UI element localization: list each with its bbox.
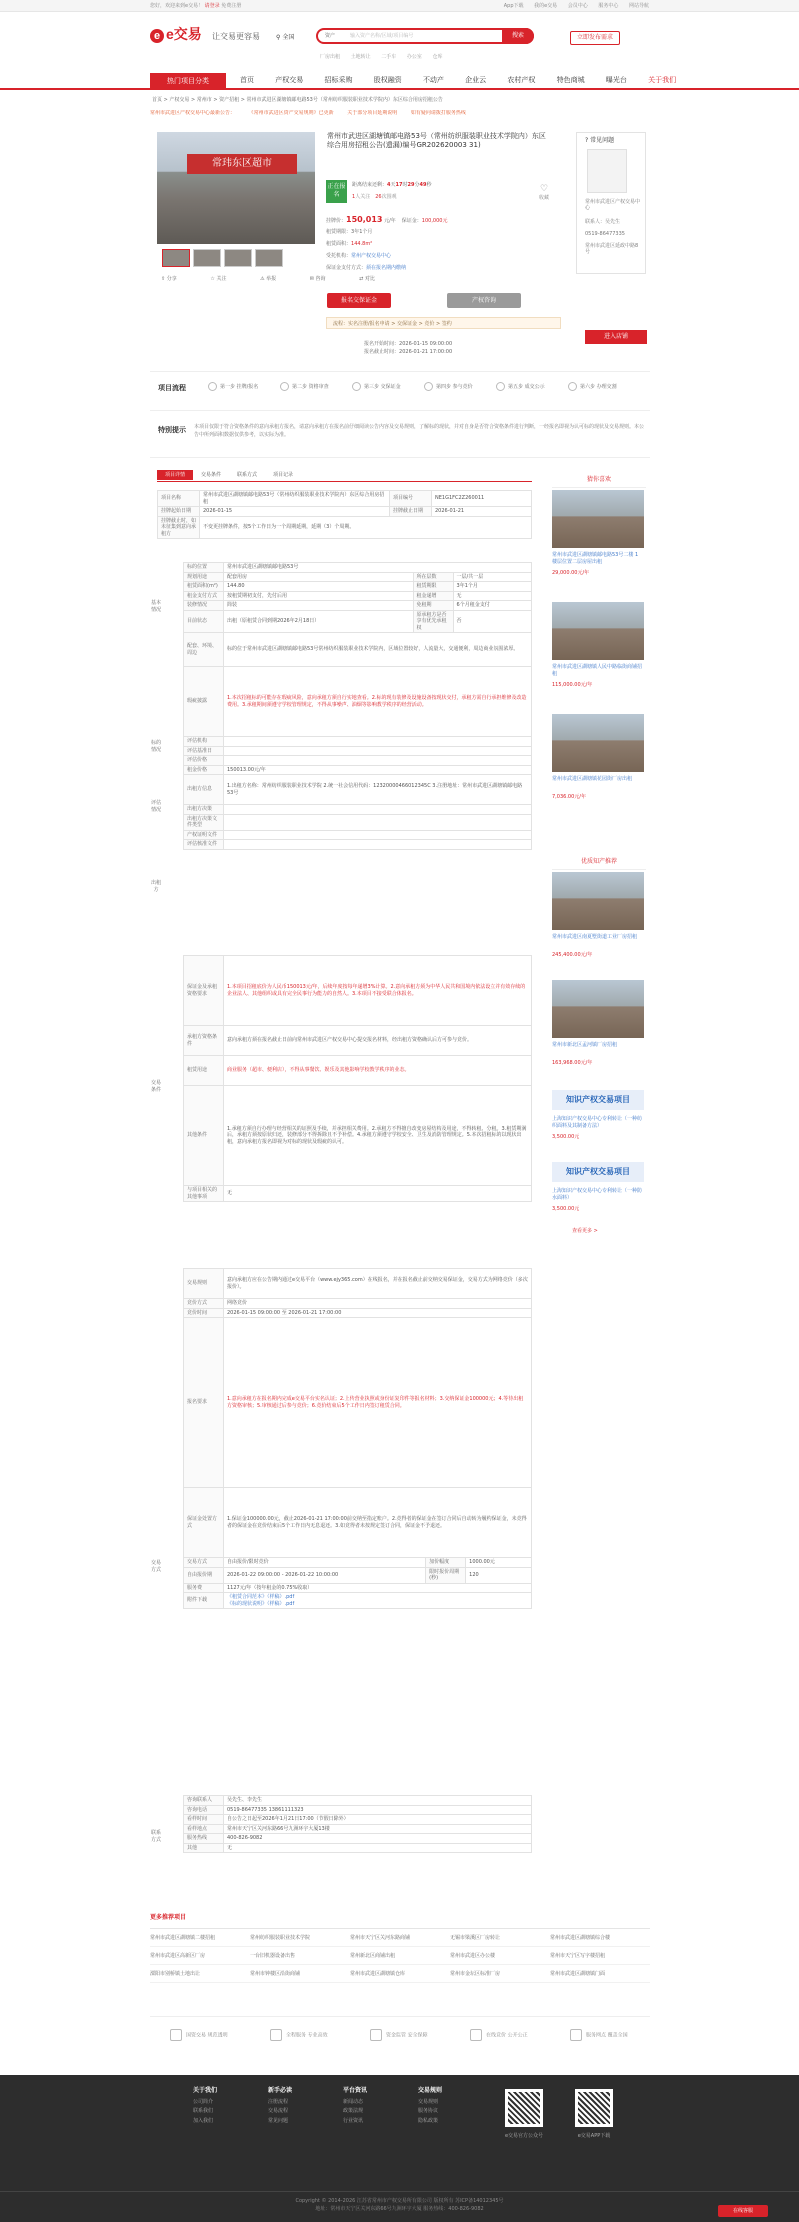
recommend-section-title: 更多推荐项目 <box>150 1914 187 1921</box>
ip-banner[interactable]: 知识产权交易项目 <box>552 1162 644 1182</box>
page: 您好，欢迎来到e交易！ 请登录 免费注册 App下载 我的e交易 会员中心 服务中心 网站导航 e e交易 让交易更容易 ⚲ 全国 资产 输入资产名称/区域/项目编号 搜索 立即发布需求 厂房出租 土地转让 二手车 办公室 仓库 热门项目分类 首页 产权交易 招标采购 股权融资 不动产 企业云 农村产权 特色商城 曝光台 关于我们 首页 > 产权交易 > 常州市 > 资产招租 > 常州市武进区湖塘镇邮电路53号（常州纺织服装职业技术学院内）东区综合用房招租公告 常州市武进区产权交易中心最新公告： 《常州市武进区资产交易规则》已更新 关于部分项目延期说明 如有疑问请拨打服务热线 常玮东区超市 ⇪ 分享 ☆ 关注 ⚠ 举报 ✉ 咨询 ⇄ 对比 常州市武进区湖塘镇邮电路53号（常州纺织服装职业技术学院内）东区综合用房招租公告(遗漏)编号GR202620003 31) ♡ 收藏 正在报名 距离结束还剩：4天17时29分49秒 1人关注 26次围观 挂牌价：150,013 元/年 保证金：100,000元 租赁期限：3年1个月 租赁面积：144.8m² 受托机构：常州产权交易中心 保证金支付方式：须在报名期内缴纳 报名交保证金 产权咨询 流程：实名注册/报名申请 > 交保证金 > 竞价 > 签约 报名开始时间：2026-01-15 09:00:00 报名截止时间：2026-01-21 17:00:00 ? 常见问题 常州市武进区产权交易中心 联系人：吴先生 0519-86477335 常州市武进区延政中路8号 进入店铺 项目流程 第一步 挂牌/报名 第二步 资格审查 第三步 交保证金 第四步 参与竞价 第五步 成交公示 第六步 办理交割 特别提示 本项目仅限于符合资格条件的意向承租方报名，请意向承租方在报名前仔细阅读公告内容及交易规则，了解标的现状，并对自身是否符合资格条件进行判断，一经报名即视为认可标的现状及交易规则。本公告中所列面积数据仅供参考，以实际为准。 项目详情 交易条件 联系方式 项目记录 项目名称 常州市武进区湖塘镇邮电路53号（常州纺织服装职业技术学院内）东区综合用房招租 项目编号 NE1G1FC2Z260011 挂牌起始日期 2026-01-15 挂牌截止日期 2026-01-21 挂牌截止时，如未征集到意向承租方 不变更挂牌条件，按5个工作日为一个周期延期，延期（3）个周期。 基本情况 标的情况 评估情况 出租方 标的位置 常州市武进区湖塘镇邮电路53号 规划用途 配套用房 所在层数 一层/共一层 租赁面积(m²) 144.80 租赁期限 3年1个月 租金支付方式 按租赁期初支付，先付后用 租金递增 无 装修情况 简装 免租期 6个月租金支付 目前状态 出租（原租赁合同到期2026年2月18日） 原承租方是否享有优先承租权 否 配套、环境、周边 标的位于常州市武进区湖塘镇邮电路53号常州纺织服装职业技术学院内，区域位置较好，人流量大，交通便利，周边商业氛围浓厚。 瑕疵披露 1.本次招租标的可能存在瑕疵风险，意向承租方须自行实地查看。2.标的现有装修及设施设备按现状交付，承租方需自行承担维修及改造费用。3.承租期间须遵守学校管理规定，不得从事噪声、油烟等影响教学秩序的经营活动。 评估机构 评估基准日 评估价格 租金价格 150013.00元/年 出租方信息 1.出租方名称：常州纺织服装职业技术学院 2.统一社会信用代码：12320000466012345C 3.注册地址：常州市武进区湖塘镇邮电路53号 出租方决策 出租方决策文件类型 产权证明文件 评估核准文件 交易条件 保证金及承租资格要求 1.本项目招租底价为人民币150013元/年，后续年度按每年递增3%计算。2.意向承租方须为中华人民共和国境内依法设立并有效存续的企业法人、其他组织或具有完全民事行为能力的自然人。3.本项目不接受联合体报名。 承租方资格条件 意向承租方须在报名截止日前向常州市武进区产权交易中心提交报名材料，经出租方资格确认后方可参与竞价。 租赁用途 商业服务（超市、便利店），不得从事餐饮、娱乐及其他影响学校教学秩序的业态。 其他条件 1.承租方须自行办理与经营相关的证照及手续，并承担相关费用。2.承租方不得擅自改变房屋结构及用途，不得转租、分租。3.租赁期满后，承租方须按原状归还，装修部分不得拆除且不予补偿。4.承租方须遵守学校安全、卫生及消防管理规定。5.本次招租标的以现状出租，意向承租方报名即视为对标的现状及瑕疵的认可。 与项目相关的其他事项 无 交易方式 交易规则 意向承租方应在公告期内通过e交易平台（www.ejy365.com）在线报名，并在报名截止前交纳交易保证金，交易方式为网络竞价（多次报价）。 竞价方式 网络竞价 竞价时间 2026-01-15 09:00:00 至 2026-01-21 17:00:00 报名要求 1.意向承租方在报名期内完成e交易平台实名认证；2.上传营业执照或身份证复印件等报名材料；3.交纳保证金100000元；4.等待出租方资格审核；5.审核通过后参与竞价；6.竞价结束后5个工作日内签订租赁合同。 保证金处置方式 1.保证金100000.00元，截止2026-01-21 17:00:00前交纳至指定账户。2.竞得者的保证金在签订合同后自动转为履约保证金，未竞得者的保证金在竞价结束后5个工作日内无息退还。3.如竞得者未按规定签订合同，保证金不予退还。 交易方式 自由报价/限时竞价 加价幅度 1000.00元 自由报价期 2026-01-22 09:00:00 - 2026-01-22 10:00:00 限时报价周期(秒) 120 服务费 1127元/年（按年租金的0.75%收取） 附件下载 《租赁合同范本》（样稿）.pdf 《标的现状说明》（样稿）.pdf 联系方式 咨询联系人 吴先生、李先生 咨询电话 0519-86477335 13861111323 看样时间 自公告之日起至2026年1月21日17:00（节假日除外） 看样地点 常州市天宁区关河东路66号九洲环宇大厦13楼 服务热线 400-826-9082 其他 无 猜你喜欢 常州市武进区湖塘镇邮电路53号二楼 1 楼层位置二层房屋出租 29,000.00元/年 常州市武进区湖塘镇人民中路临街商铺招租 115,000.00元/年 常州市武进区湖塘镇花园街厂房出租 7,036.00元/年 优质知产推荐 常州市武进区南夏墅街道工业厂房招租 245,400.00元/年 常州市新北区孟河镇厂房招租 163,968.00元/年 知识产权交易项目 上海知识产权交易中心专利转让（一种纺织面料及其制备方法） 3,500.00元 知识产权交易项目 上海知识产权交易中心专利转让（一种防水面料） 3,500.00元 查看更多 > 更多推荐项目 常州市武进区湖塘镇二楼招租 常州纺织服装职业技术学院 常州市天宁区关河东路商铺 无锡市梁溪区厂房转让 常州市武进区湖塘镇综合楼 常州市武进区高新区厂房 一台旧机器设备出售 常州新北区商铺出租 常州市武进区办公楼 常州市天宁区写字楼招租 溧阳市别桥镇土地出让 常州市钟楼区沿街商铺 常州市武进区湖塘镇仓库 常州市金坛区标准厂房 常州市武进区湖塘镇门面 国资交易 规范透明 全程服务 专业高效 资金监管 安全保障 在线竞价 公开公正 服务网点 覆盖全国 关于我们 公司简介 联系我们 加入我们 新手必读 注册流程 交易流程 常见问题 平台资讯 新闻动态 政策法规 行业资讯 交易规则 交易规则 服务协议 隐私政策 e交易官方公众号 e交易APP下载 Copyright © 2014-2026 江苏省常州市产权交易所有限公司 版权所有 苏ICP备14012345号 地址：常州市天宁区关河东路66号九洲环宇大厦 服务热线：400-826-9082 在线客服 <box>0 0 799 2222</box>
step-item: 第三步 交保证金 <box>352 382 406 391</box>
recommend-price: 29,000.00元/年 <box>552 570 590 576</box>
target-table: 标的位置 常州市武进区湖塘镇邮电路53号 规划用途 配套用房 所在层数 一层/共一层 租赁面积(m²) 144.80 租赁期限 3年1个月 租金支付方式 按租赁期初支付，先付后用 租金递增 无 装修情况 简装 免租期 6个月租金支付 目前状态 出租（原租赁合同到期2026年2月18日） 原承租方是否享有优先承租权 否 配套、环境、周边 标的位于常州市武进区湖塘镇邮电路53号常州纺织服装职业技术学院内，区域位置较好，人流量大，交通便利，周边商业氛围浓厚。 瑕疵披露 1.本次招租标的可能存在瑕疵风险，意向承租方须自行实地查看。2.标的现有装修及设施设备按现状交付，承租方需自行承担维修及改造费用。3.承租期间须遵守学校管理规定，不得从事噪声、油烟等影响教学秩序的经营活动。 评估机构 评估基准日 评估价格 租金价格 150013.00元/年 出租方信息 1.出租方名称：常州纺织服装职业技术学院 2.统一社会信用代码：12320000466012345C 3.注册地址：常州市武进区湖塘镇邮电路53号 出租方决策 出租方决策文件类型 产权证明文件 评估核准文件 <box>183 562 532 850</box>
qr-code-app <box>575 2089 613 2127</box>
sidebar-ip <box>552 872 646 1392</box>
recommend-image[interactable] <box>552 602 644 660</box>
search-button[interactable]: 搜索 <box>502 28 534 44</box>
contact-table: 咨询联系人 吴先生、李先生 咨询电话 0519-86477335 13861111323 看样时间 自公告之日起至2026年1月21日17:00（节假日除外） 看样地点 常州市天宁区关河东路66号九洲环宇大厦13楼 服务热线 400-826-9082 其他 无 <box>183 1795 532 1853</box>
detail-tabs <box>157 470 532 482</box>
recommend-link[interactable]: 常州市武进区湖塘镇综合楼 <box>550 1935 611 1941</box>
compare-button[interactable]: ⇄ 对比 <box>359 276 375 282</box>
share-button[interactable]: ⇪ 分享 <box>161 276 177 282</box>
recommend-link[interactable]: 无锡市梁溪区厂房转让 <box>450 1935 501 1941</box>
map-pin-icon: ⚲ <box>276 34 281 41</box>
sign-up-button[interactable]: 报名交保证金 <box>327 293 391 308</box>
recommend-link[interactable]: 一台旧机器设备出售 <box>250 1953 296 1959</box>
sidebar-ip-title: 优质知产推荐 <box>552 858 646 870</box>
thumbnail[interactable] <box>224 249 252 267</box>
nav-item[interactable]: 农村产权 <box>507 76 536 84</box>
category-menu[interactable]: 热门项目分类 <box>150 73 226 90</box>
nav-item[interactable]: 企业云 <box>465 76 487 84</box>
ip-price: 163,968.00元/年 <box>552 1060 593 1066</box>
heart-icon: ♡ <box>539 184 549 194</box>
site-logo[interactable] <box>150 26 208 48</box>
top-bar <box>0 0 799 12</box>
recommend-price: 115,000.00元/年 <box>552 682 593 688</box>
flow-hint: 流程：实名注册/报名申请 > 交保证金 > 竞价 > 签约 <box>326 317 561 329</box>
recommend-link[interactable]: 常州市武进区湖塘镇门面 <box>550 1971 606 1977</box>
thumbnail-strip <box>162 249 312 267</box>
top-link-sitemap[interactable]: 网站导航 <box>628 3 649 9</box>
ip-price: 3,500.00元 <box>552 1134 580 1140</box>
logo-icon: e <box>150 29 164 43</box>
recommend-image[interactable] <box>552 490 644 548</box>
guarantee-item: 在线竞价 公开公正 <box>470 2029 556 2041</box>
lock-icon <box>370 2029 382 2041</box>
recommend-link[interactable]: 常州市天宁区写字楼招租 <box>550 1953 606 1959</box>
status-badge: 正在报名 <box>326 180 347 203</box>
hot-words <box>320 54 451 60</box>
main-photo[interactable] <box>157 132 315 244</box>
thumbnail[interactable] <box>162 249 190 267</box>
see-more-link[interactable]: 查看更多 > <box>572 1228 598 1234</box>
tab-contact[interactable]: 联系方式 <box>237 472 258 478</box>
attachment-link[interactable]: 《租赁合同范本》（样稿）.pdf <box>227 1594 295 1600</box>
consult-button[interactable]: ✉ 咨询 <box>309 276 326 282</box>
ip-title[interactable]: 上海知识产权交易中心专利转让（一种防水面料） <box>552 1188 643 1201</box>
footer-link[interactable]: 常见问题 <box>268 2117 289 2124</box>
online-chat-button[interactable]: 在线客服 <box>718 2205 768 2217</box>
gavel-icon <box>470 2029 482 2041</box>
shield-icon <box>170 2029 182 2041</box>
shop-sign: 常玮东区超市 <box>187 154 297 174</box>
price-line: 挂牌价：150,013 元/年 保证金：100,000元 <box>326 215 448 224</box>
publish-button[interactable]: 立即发布需求 <box>570 31 620 45</box>
ip-image[interactable] <box>552 872 644 930</box>
info-term: 租赁期限：3年1个月 <box>326 229 373 235</box>
footer-column: 新手必读 注册流程 交易流程 常见问题 <box>268 2085 338 2126</box>
recommend-link[interactable]: 常州市武进区办公楼 <box>450 1953 496 1959</box>
recommend-link[interactable]: 常州纺织服装职业技术学院 <box>250 1935 311 1941</box>
register-link[interactable]: 免费注册 <box>221 3 242 9</box>
nav-item[interactable]: 特色商城 <box>556 76 585 84</box>
consult-cta-button[interactable]: 产权咨询 <box>447 293 521 308</box>
hot-word[interactable]: 二手车 <box>381 54 397 60</box>
nav-item[interactable]: 招标采购 <box>324 76 353 84</box>
thumbnail[interactable] <box>255 249 283 267</box>
photo-actions <box>161 276 407 282</box>
footer: 关于我们 公司简介 联系我们 加入我们 新手必读 注册流程 交易流程 常见问题 平台资讯 新闻动态 政策法规 行业资讯 交易规则 交易规则 服务协议 隐私政策 e交易官方公众号 e交易APP下载 Copyright © 2014-2026 江苏省常州市产权交易所有限公司 版权所有 苏ICP备14012345号 地址：常州市天宁区关河东路66号九洲环宇大厦 服务热线：400-826-9082 <box>0 2075 799 2222</box>
step-item: 第四步 参与竞价 <box>424 382 478 391</box>
recommend-title[interactable]: 常州市武进区湖塘镇花园街厂房出租 <box>552 776 633 782</box>
guarantee-item: 资金监管 安全保障 <box>370 2029 456 2041</box>
notice-item[interactable]: 《常州市武进区资产交易规则》已更新 <box>248 110 334 116</box>
greeting: 您好，欢迎来到e交易！ <box>150 3 204 9</box>
location-selector[interactable]: ⚲ 全国 <box>276 34 295 41</box>
broker-card: ? 常见问题 常州市武进区产权交易中心 联系人：吴先生 0519-86477335 常州市武进区延政中路8号 <box>576 132 646 274</box>
footer-link[interactable]: 加入我们 <box>193 2117 214 2124</box>
step-item: 第二步 资格审查 <box>280 382 334 391</box>
recommend-link[interactable]: 常州市钟楼区沿街商铺 <box>250 1971 301 1977</box>
transaction-table: 交易规则 意向承租方应在公告期内通过e交易平台（www.ejy365.com）在线报名，并在报名截止前交纳交易保证金，交易方式为网络竞价（多次报价）。 竞价方式 网络竞价 竞价时间 2026-01-15 09:00:00 至 2026-01-21 17:00:00 报名要求 1.意向承租方在报名期内完成e交易平台实名认证；2.上传营业执照或身份证复印件等报名材料；3.交纳保证金100000元；4.等待出租方资格审核；5.审核通过后参与竞价；6.竞价结束后5个工作日内签订租赁合同。 保证金处置方式 1.保证金100000.00元，截止2026-01-21 17:00:00前交纳至指定账户。2.竞得者的保证金在签订合同后自动转为履约保证金，未竞得者的保证金在竞价结束后5个工作日内无息退还。3.如竞得者未按规定签订合同，保证金不予退还。 交易方式 自由报价/限时竞价 加价幅度 1000.00元 自由报价期 2026-01-22 09:00:00 - 2026-01-22 10:00:00 限时报价周期(秒) 120 服务费 1127元/年（按年租金的0.75%收取） 附件下载 《租赁合同范本》（样稿）.pdf 《标的现状说明》（样稿）.pdf <box>183 1268 532 1609</box>
tab-record[interactable]: 项目记录 <box>273 472 294 478</box>
copyright: Copyright © 2014-2026 江苏省常州市产权交易所有限公司 版权所有 苏ICP备14012345号 地址：常州市天宁区关河东路66号九洲环宇大厦 服务热线：400-826-9082 <box>0 2191 799 2213</box>
notice-ticker <box>150 110 650 121</box>
sidebar-recommend <box>552 490 646 830</box>
nav-item[interactable]: 股权融资 <box>373 76 402 84</box>
footer-link[interactable]: 联系我们 <box>193 2108 214 2115</box>
recommend-image[interactable] <box>552 714 644 772</box>
notice-item[interactable]: 如有疑问请拨打服务热线 <box>410 110 466 116</box>
favorite-button[interactable]: ♡ 收藏 <box>539 184 550 202</box>
recommend-link[interactable]: 常州市武进区湖塘镇二楼招租 <box>150 1935 216 1941</box>
logo-text: e交易 <box>166 26 202 42</box>
guarantee-item: 服务网点 覆盖全国 <box>570 2029 656 2041</box>
step-item: 第一步 挂牌/报名 <box>208 382 262 391</box>
recommend-price: 7,036.00元/年 <box>552 794 586 800</box>
footer-link[interactable]: 隐私政策 <box>418 2117 439 2124</box>
deposit-amount: 100,000元 <box>421 218 448 224</box>
ip-price: 3,500.00元 <box>552 1206 580 1212</box>
tab-detail[interactable]: 项目详情 <box>157 470 193 480</box>
footer-link[interactable]: 公司简介 <box>193 2099 214 2106</box>
nav-item[interactable]: 关于我们 <box>648 76 677 84</box>
attachment-link[interactable]: 《标的现状说明》（样稿）.pdf <box>227 1600 295 1607</box>
footer-column: 平台资讯 新闻动态 政策法规 行业资讯 <box>343 2085 413 2126</box>
faq-link[interactable]: ? 常见问题 <box>585 137 615 144</box>
search-category[interactable]: 资产 <box>325 33 336 39</box>
recommend-title[interactable]: 常州市武进区湖塘镇邮电路53号二楼 1 楼层位置二层房屋出租 <box>552 552 639 565</box>
step-item: 第五步 成交公示 <box>496 382 550 391</box>
broker-logo <box>587 149 627 193</box>
broker-link[interactable]: 常州产权交易中心 <box>351 253 392 259</box>
footer-column: 关于我们 公司简介 联系我们 加入我们 <box>193 2085 263 2126</box>
sidebar-recommend-title: 猜你喜欢 <box>552 476 646 488</box>
notice-item[interactable]: 常州市武进区产权交易中心最新公告： <box>150 110 236 116</box>
follow-button[interactable]: ☆ 关注 <box>210 276 227 282</box>
view-stats: 1人关注 26次围观 <box>352 194 397 200</box>
service-icon <box>270 2029 282 2041</box>
countdown: 距离结束还剩：4天17时29分49秒 <box>352 182 432 188</box>
ip-banner[interactable]: 知识产权交易项目 <box>552 1090 644 1110</box>
footer-column: 交易规则 交易规则 服务协议 隐私政策 <box>418 2085 488 2126</box>
sign-dates: 报名开始时间：2026-01-15 09:00:00 报名截止时间：2026-01-21 17:00:00 <box>364 341 453 355</box>
footer-link[interactable]: 政策法规 <box>343 2108 364 2115</box>
footer-link[interactable]: 注册流程 <box>268 2099 289 2106</box>
report-button[interactable]: ⚠ 举报 <box>260 276 277 282</box>
recommend-title[interactable]: 常州市武进区湖塘镇人民中路临街商铺招租 <box>552 664 643 677</box>
hot-word[interactable]: 土地转让 <box>350 54 371 60</box>
hot-word[interactable]: 厂房出租 <box>320 54 341 60</box>
footer-link[interactable]: 行业资讯 <box>343 2117 364 2124</box>
nav-item[interactable]: 首页 <box>240 76 254 84</box>
info-area: 租赁面积：144.8m² <box>326 241 373 247</box>
slogan: 让交易更容易 <box>212 32 260 41</box>
nav-item[interactable]: 产权交易 <box>275 76 304 84</box>
ip-title[interactable]: 常州市武进区南夏墅街道工业厂房招租 <box>552 934 638 940</box>
ip-price: 245,400.00元/年 <box>552 952 593 958</box>
basic-table: 项目名称 常州市武进区湖塘镇邮电路53号（常州纺织服装职业技术学院内）东区综合用房招租 项目编号 NE1G1FC2Z260011 挂牌起始日期 2026-01-15 挂牌截止日期 2026-01-21 挂牌截止时，如未征集到意向承租方 不变更挂牌条件，按5个工作日为一个周期延期，延期（3）个周期。 <box>157 490 532 539</box>
top-link-my[interactable]: 我的e交易 <box>534 3 558 9</box>
guarantee-item: 国资交易 规范透明 <box>170 2029 256 2041</box>
top-link-service[interactable]: 服务中心 <box>598 3 619 9</box>
breadcrumb: 首页 > 产权交易 > 常州市 > 资产招租 > 常州市武进区湖塘镇邮电路53号（常州纺织服装职业技术学院内）东区综合用房招租公告 <box>152 97 443 103</box>
notice-item[interactable]: 关于部分项目延期说明 <box>347 110 398 116</box>
top-link-app[interactable]: App下载 <box>503 3 524 9</box>
ip-title[interactable]: 上海知识产权交易中心专利转让（一种纺织面料及其制备方法） <box>552 1116 643 1129</box>
search-input[interactable]: 输入资产名称/区域/项目编号 <box>350 33 414 39</box>
location-icon <box>570 2029 582 2041</box>
recommend-link[interactable]: 常州新北区商铺出租 <box>350 1953 396 1959</box>
hot-word[interactable]: 办公室 <box>406 54 422 60</box>
footer-link[interactable]: 服务协议 <box>418 2108 439 2115</box>
footer-link[interactable]: 交易流程 <box>268 2108 289 2115</box>
info-payment: 保证金支付方式：须在报名期内缴纳 <box>326 265 407 271</box>
recommend-grid <box>150 1928 650 1983</box>
recommend-link[interactable]: 常州市金坛区标准厂房 <box>450 1971 501 1977</box>
footer-link[interactable]: 新闻动态 <box>343 2099 364 2106</box>
qr-code-wechat <box>505 2089 543 2127</box>
project-title: 常州市武进区湖塘镇邮电路53号（常州纺织服装职业技术学院内）东区综合用房招租公告(遗漏)编号GR202620003 31) <box>327 132 546 150</box>
process-steps: 项目流程 第一步 挂牌/报名 第二步 资格审查 第三步 交保证金 第四步 参与竞价 第五步 成交公示 第六步 办理交割 <box>150 371 650 411</box>
enter-shop-button[interactable]: 进入店铺 <box>585 330 647 344</box>
recommend-link[interactable]: 常州市天宁区关河东路商铺 <box>350 1935 411 1941</box>
main-nav <box>0 73 799 90</box>
recommend-link[interactable]: 溧阳市别桥镇土地出让 <box>150 1971 201 1977</box>
guarantee-bar <box>150 2016 650 2052</box>
login-link[interactable]: 请登录 <box>204 3 220 9</box>
thumbnail[interactable] <box>193 249 221 267</box>
top-link-member[interactable]: 会员中心 <box>567 3 588 9</box>
nav-item[interactable]: 不动产 <box>422 76 444 84</box>
footer-link[interactable]: 交易规则 <box>418 2099 439 2106</box>
recommend-link[interactable]: 常州市武进区高新区厂房 <box>150 1953 206 1959</box>
hot-word[interactable]: 仓库 <box>432 54 443 60</box>
nav-item[interactable]: 曝光台 <box>605 76 627 84</box>
recommend-link[interactable]: 常州市武进区湖塘镇仓库 <box>350 1971 406 1977</box>
trade-table: 保证金及承租资格要求 1.本项目招租底价为人民币150013元/年，后续年度按每年递增3%计算。2.意向承租方须为中华人民共和国境内依法设立并有效存续的企业法人、其他组织或具有完全民事行为能力的自然人。3.本项目不接受联合体报名。 承租方资格条件 意向承租方须在报名截止日前向常州市武进区产权交易中心提交报名材料，经出租方资格确认后方可参与竞价。 租赁用途 商业服务（超市、便利店），不得从事餐饮、娱乐及其他影响学校教学秩序的业态。 其他条件 1.承租方须自行办理与经营相关的证照及手续，并承担相关费用。2.承租方不得擅自改变房屋结构及用途，不得转租、分租。3.租赁期满后，承租方须按原状归还，装修部分不得拆除且不予补偿。4.承租方须遵守学校安全、卫生及消防管理规定。5.本次招租标的以现状出租，意向承租方报名即视为对标的现状及瑕疵的认可。 与项目相关的其他事项 无 <box>183 955 532 1202</box>
search-bar <box>316 28 534 44</box>
ip-title[interactable]: 常州市新北区孟河镇厂房招租 <box>552 1042 618 1048</box>
special-tips: 特别提示 本项目仅限于符合资格条件的意向承租方报名，请意向承租方在报名前仔细阅读公告内容及交易规则，了解标的现状，并对自身是否符合资格条件进行判断，一经报名即视为认可标的现状及交易规则。本公告中所列面积数据仅供参考，以实际为准。 <box>150 418 650 458</box>
listing-price: 150,013 <box>346 215 383 224</box>
info-broker: 受托机构：常州产权交易中心 <box>326 253 392 259</box>
step-item: 第六步 办理交割 <box>568 382 622 391</box>
ip-image[interactable] <box>552 980 644 1038</box>
tab-trade[interactable]: 交易条件 <box>201 472 222 478</box>
guarantee-item: 全程服务 专业高效 <box>270 2029 356 2041</box>
